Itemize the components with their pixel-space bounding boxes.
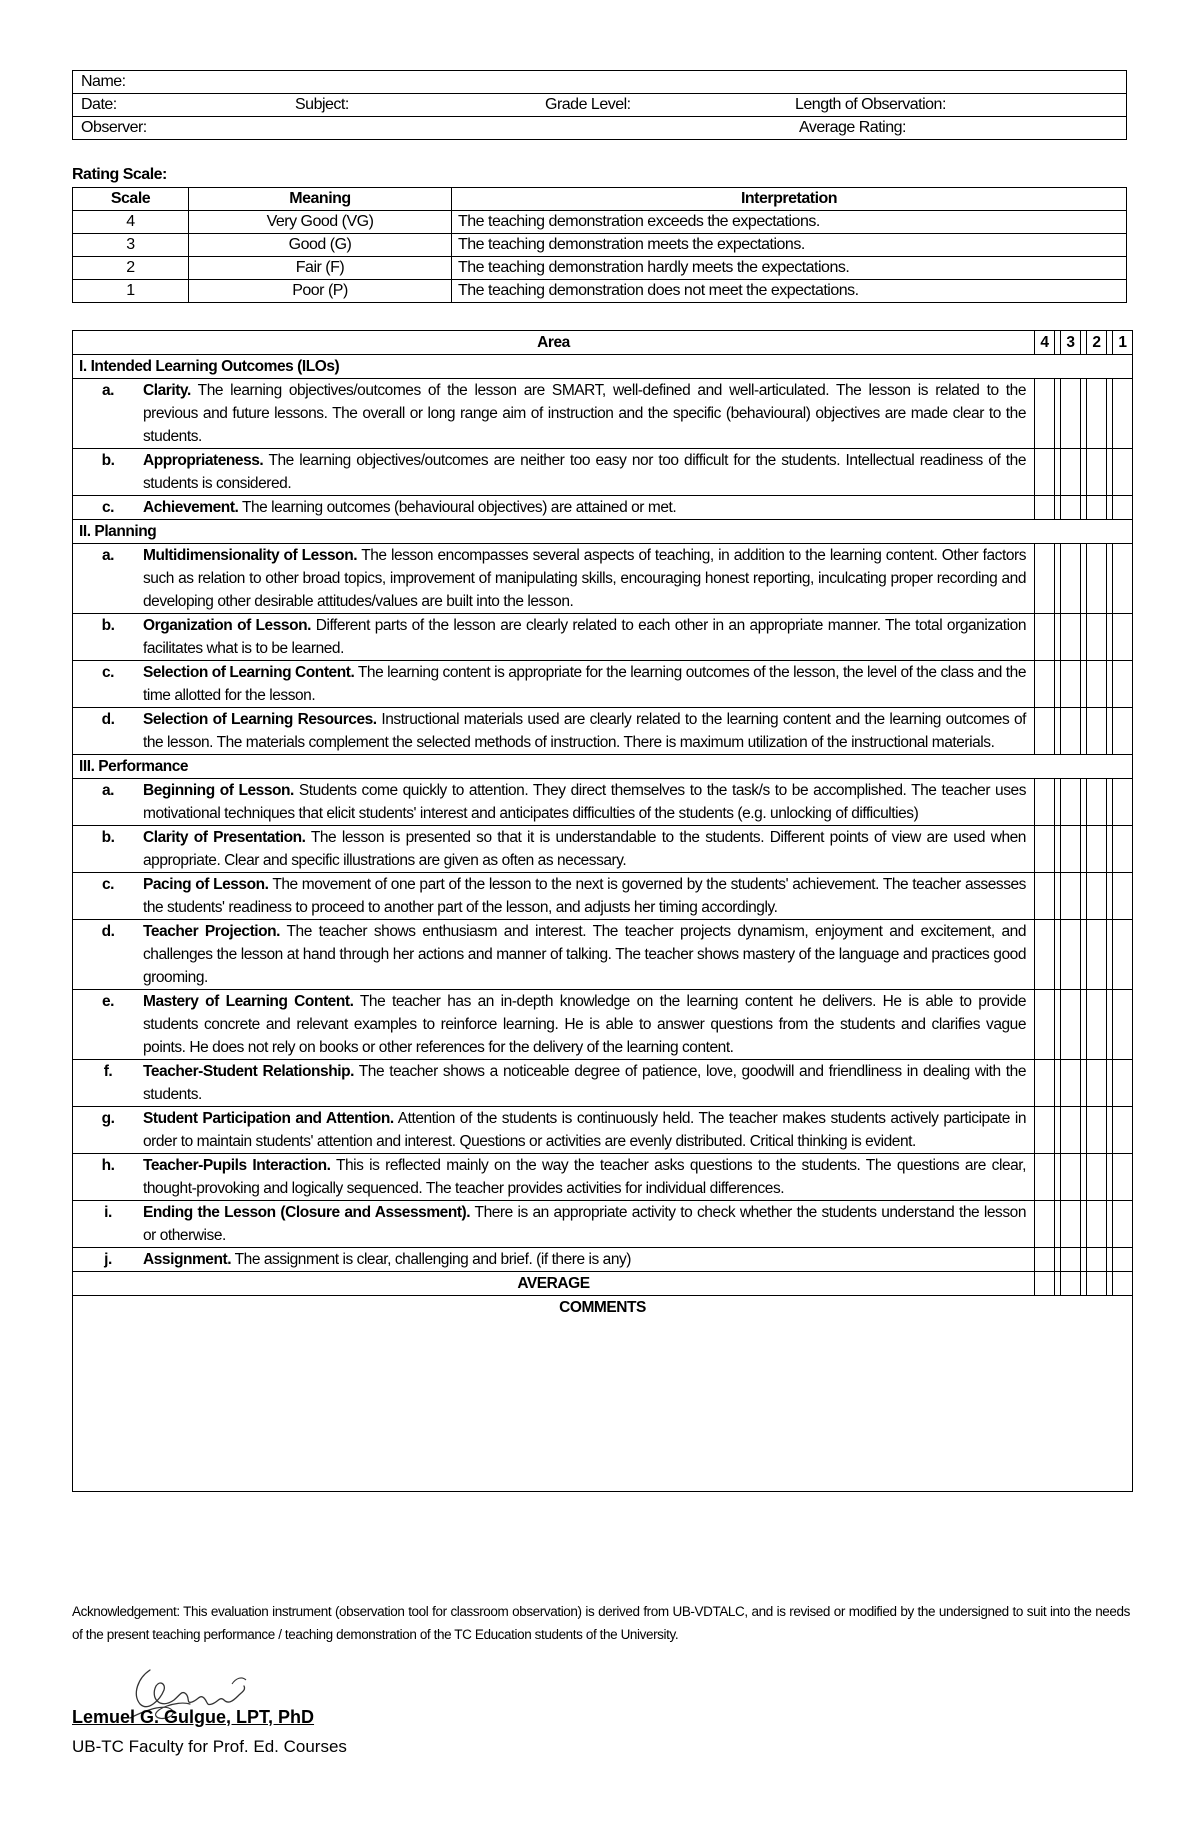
rating-box-2[interactable]	[1087, 496, 1107, 520]
criterion-title: Mastery of Learning Content.	[143, 993, 354, 1010]
criterion-text	[143, 544, 1034, 613]
rating-box-4[interactable]	[1035, 990, 1055, 1060]
criterion-title: Clarity.	[143, 382, 191, 399]
criterion-cell	[73, 990, 1035, 1060]
section-header-row	[73, 755, 1133, 779]
criterion-row	[73, 1107, 1133, 1154]
criterion-title: Teacher-Pupils Interaction.	[143, 1157, 331, 1174]
rating-scale-title: Rating Scale:	[72, 166, 167, 183]
criterion-letter: e.	[101, 993, 115, 1010]
rating-box-3[interactable]	[1061, 990, 1081, 1060]
scale-meaning: Very Good (VG)	[189, 211, 452, 234]
criterion-description: The teacher has an in-depth knowledge on the learning content he delivers. He is able to provide students concrete and relevant examples to reinforce learning. He is able to answer questions from the students and clarifies vague points. He does not rely on books or other references for the delivery of the learning content.	[143, 993, 1026, 1056]
criterion-text	[143, 920, 1034, 989]
rating-box-2[interactable]	[1087, 1201, 1107, 1248]
criterion-text	[143, 1154, 1034, 1200]
criterion-text	[143, 873, 1034, 919]
criterion-title: Ending the Lesson (Closure and Assessment).	[143, 1204, 471, 1221]
name-field[interactable]	[73, 71, 1127, 94]
rating-box-3[interactable]	[1061, 379, 1081, 449]
rating-column-header-3: 3	[1061, 331, 1081, 355]
rating-box-2[interactable]	[1087, 449, 1107, 496]
criterion-text	[143, 1060, 1034, 1106]
signer-title: UB-TC Faculty for Prof. Ed. Courses	[72, 1737, 347, 1756]
criterion-title: Beginning of Lesson.	[143, 782, 294, 799]
grade-level-label: Grade Level:	[545, 96, 631, 113]
date-label: Date:	[81, 96, 117, 113]
criterion-letter: g.	[101, 1110, 115, 1127]
rating-box-2[interactable]	[1087, 379, 1107, 449]
criterion-description: The movement of one part of the lesson to the next is governed by the students' achievement. The teacher assesses the students' readiness to proceed to another part of the lesson, and adjusts her timing accordingly.	[143, 876, 1026, 916]
average-row	[73, 1272, 1133, 1296]
criterion-letter: a.	[101, 547, 115, 564]
section-header-row	[73, 355, 1133, 379]
scale-value: 2	[73, 257, 189, 280]
info-row-observer	[73, 117, 1127, 140]
rating-box-4[interactable]	[1035, 1107, 1055, 1154]
criterion-title: Clarity of Presentation.	[143, 829, 306, 846]
criterion-description: The learning objectives/outcomes are neither too easy nor too difficult for the students. Intellectual readiness of the students is considered.	[143, 452, 1026, 492]
criterion-text	[143, 1201, 1034, 1247]
criterion-letter: i.	[104, 1204, 112, 1221]
criterion-description: Attention of the students is continuously held. The teacher makes students actively participate in order to maintain students' attention and interest. Questions or activities are evenly distributed. Critical thinking is evident.	[143, 1110, 1026, 1150]
area-column-header: Area	[73, 331, 1035, 355]
criterion-row	[73, 544, 1133, 614]
criterion-cell	[73, 708, 1035, 755]
rating-scale-row	[73, 257, 1127, 280]
rating-box-1[interactable]	[1113, 1201, 1133, 1248]
rating-box-2[interactable]	[1087, 1060, 1107, 1107]
criterion-letter: b.	[101, 452, 115, 469]
criterion-text	[143, 379, 1034, 448]
interpretation-column-header: Interpretation	[452, 188, 1127, 211]
criterion-row	[73, 1060, 1133, 1107]
scale-value: 3	[73, 234, 189, 257]
scale-value: 1	[73, 280, 189, 303]
criterion-row	[73, 873, 1133, 920]
average-box-3[interactable]	[1061, 1272, 1081, 1296]
criterion-description: The teacher shows a noticeable degree of patience, love, goodwill and friendliness in dealing with the students.	[143, 1063, 1026, 1103]
rating-box-4[interactable]	[1035, 544, 1055, 614]
criterion-row	[73, 661, 1133, 708]
rating-box-1[interactable]	[1113, 1060, 1133, 1107]
section-title: III. Performance	[73, 755, 1133, 779]
criterion-text	[143, 1248, 1034, 1271]
criterion-letter: d.	[101, 711, 115, 728]
rating-box-3[interactable]	[1061, 1107, 1081, 1154]
rating-box-1[interactable]	[1113, 1248, 1133, 1272]
criterion-row	[73, 379, 1133, 449]
meaning-column-header: Meaning	[189, 188, 452, 211]
criterion-text	[143, 708, 1034, 754]
section-title: II. Planning	[73, 520, 1133, 544]
scale-interpretation: The teaching demonstration does not meet the expectations.	[452, 280, 1127, 303]
signature-image	[120, 1660, 310, 1740]
criterion-cell	[73, 1248, 1035, 1272]
rating-box-1[interactable]	[1113, 661, 1133, 708]
criterion-title: Appropriateness.	[143, 452, 264, 469]
rating-box-1[interactable]	[1113, 449, 1133, 496]
rating-box-3[interactable]	[1061, 873, 1081, 920]
rating-box-4[interactable]	[1035, 379, 1055, 449]
info-row-name	[73, 71, 1127, 94]
criterion-letter: c.	[101, 876, 115, 893]
rating-box-3[interactable]	[1061, 496, 1081, 520]
rating-box-4[interactable]	[1035, 1201, 1055, 1248]
evaluation-header-row	[73, 331, 1133, 355]
rating-box-1[interactable]	[1113, 544, 1133, 614]
rating-box-1[interactable]	[1113, 1154, 1133, 1201]
criterion-title: Achievement.	[143, 499, 239, 516]
criterion-title: Selection of Learning Content.	[143, 664, 355, 681]
criterion-description: The lesson is presented so that it is understandable to the students. Different points of view are used when appropriate. Clear and specific illustrations are given as often as necessary.	[143, 829, 1026, 869]
criterion-cell	[73, 920, 1035, 990]
observer-label: Observer:	[81, 119, 147, 136]
criterion-text	[143, 779, 1034, 825]
rating-scale-header	[73, 188, 1127, 211]
criterion-letter: c.	[101, 499, 115, 516]
criterion-cell	[73, 1201, 1035, 1248]
scale-interpretation: The teaching demonstration exceeds the expectations.	[452, 211, 1127, 234]
criterion-row	[73, 1201, 1133, 1248]
criterion-row	[73, 1248, 1133, 1272]
criterion-text	[143, 614, 1034, 660]
rating-box-2[interactable]	[1087, 920, 1107, 990]
signer-name: Lemuel G. Gulgue, LPT, PhD	[72, 1707, 315, 1727]
rating-box-2[interactable]	[1087, 614, 1107, 661]
criterion-letter: c.	[101, 664, 115, 681]
rating-box-4[interactable]	[1035, 1060, 1055, 1107]
rating-box-4[interactable]	[1035, 1154, 1055, 1201]
criterion-letter: d.	[101, 923, 115, 940]
comments-row	[73, 1296, 1133, 1492]
rating-box-1[interactable]	[1113, 708, 1133, 755]
rating-box-1[interactable]	[1113, 990, 1133, 1060]
criterion-row	[73, 826, 1133, 873]
rating-box-2[interactable]	[1087, 1107, 1107, 1154]
acknowledgement-text: Acknowledgement: This evaluation instrument (observation tool for classroom observation) is derived from UB-VDTALC, and is revised or modified by the undersigned to suit into the needs of the present teaching performance / teaching demonstration of the TC Education students of the University.	[72, 1604, 1130, 1642]
criterion-cell	[73, 379, 1035, 449]
rating-box-1[interactable]	[1113, 1107, 1133, 1154]
average-box-2[interactable]	[1087, 1272, 1107, 1296]
criterion-title: Pacing of Lesson.	[143, 876, 269, 893]
criterion-cell	[73, 449, 1035, 496]
criterion-description: Different parts of the lesson are clearly related to each other in an appropriate manner. The total organization facilitates what is to be learned.	[143, 617, 1026, 657]
rating-scale-table	[72, 187, 1127, 303]
name-label: Name:	[81, 73, 126, 90]
rating-box-3[interactable]	[1061, 544, 1081, 614]
rating-box-4[interactable]	[1035, 826, 1055, 873]
rating-box-3[interactable]	[1061, 826, 1081, 873]
criterion-cell	[73, 614, 1035, 661]
rating-box-1[interactable]	[1113, 873, 1133, 920]
criterion-title: Student Participation and Attention.	[143, 1110, 394, 1127]
info-row-details	[73, 94, 1127, 117]
criterion-row	[73, 920, 1133, 990]
criterion-row	[73, 990, 1133, 1060]
rating-box-1[interactable]	[1113, 826, 1133, 873]
criterion-title: Organization of Lesson.	[143, 617, 311, 634]
average-label: AVERAGE	[73, 1272, 1035, 1296]
rating-column-header-1: 1	[1113, 331, 1133, 355]
criterion-cell	[73, 544, 1035, 614]
scale-interpretation: The teaching demonstration meets the expectations.	[452, 234, 1127, 257]
rating-box-1[interactable]	[1113, 779, 1133, 826]
rating-box-3[interactable]	[1061, 708, 1081, 755]
average-rating-label: Average Rating:	[799, 119, 906, 136]
rating-box-4[interactable]	[1035, 614, 1055, 661]
criterion-description: The learning content is appropriate for the learning outcomes of the lesson, the level of the class and the time allotted for the lesson.	[143, 664, 1026, 704]
criterion-cell	[73, 1154, 1035, 1201]
rating-box-3[interactable]	[1061, 1201, 1081, 1248]
scale-interpretation: The teaching demonstration hardly meets the expectations.	[452, 257, 1127, 280]
criterion-description: There is an appropriate activity to check whether the students understand the lesson or otherwise.	[143, 1204, 1026, 1244]
comments-area[interactable]	[73, 1296, 1133, 1492]
section-header-row	[73, 520, 1133, 544]
rating-box-2[interactable]	[1087, 990, 1107, 1060]
average-box-4[interactable]	[1035, 1272, 1055, 1296]
criterion-text	[143, 990, 1034, 1059]
criterion-letter: b.	[101, 829, 115, 846]
rating-box-4[interactable]	[1035, 661, 1055, 708]
criterion-text	[143, 449, 1034, 495]
criterion-letter: a.	[101, 382, 115, 399]
criterion-row	[73, 1154, 1133, 1201]
criterion-title: Teacher-Student Relationship.	[143, 1063, 354, 1080]
evaluation-table	[72, 330, 1133, 1492]
criterion-description: The teacher shows enthusiasm and interest. The teacher projects dynamism, enjoyment and excitement, and challenges the lesson at hand through her actions and manner of talking. The teacher shows mastery of the language and practices good grooming.	[143, 923, 1027, 986]
rating-scale-row	[73, 211, 1127, 234]
criterion-title: Assignment.	[143, 1251, 232, 1268]
scale-value: 4	[73, 211, 189, 234]
rating-box-4[interactable]	[1035, 873, 1055, 920]
rating-box-3[interactable]	[1061, 1154, 1081, 1201]
criterion-description: Students come quickly to attention. They direct themselves to the task/s to be accomplished. The teacher uses motivational techniques that elicit students' interest and anticipates difficulties of the students (e.g. unlocking of difficulties)	[143, 782, 1026, 822]
rating-box-4[interactable]	[1035, 920, 1055, 990]
scale-meaning: Good (G)	[189, 234, 452, 257]
criterion-row	[73, 449, 1133, 496]
criterion-row	[73, 708, 1133, 755]
criterion-description: The learning outcomes (behavioural objectives) are attained or met.	[238, 499, 677, 516]
scale-meaning: Fair (F)	[189, 257, 452, 280]
rating-scale-row	[73, 280, 1127, 303]
criterion-letter: h.	[101, 1157, 115, 1174]
criterion-title: Teacher Projection.	[143, 923, 281, 940]
criterion-description: Instructional materials used are clearly related to the learning content and the learning outcomes of the lesson. The materials complement the selected methods of instruction. There is maximum utilization of the instructional materials.	[143, 711, 1026, 751]
criterion-letter: f.	[103, 1063, 113, 1080]
criterion-cell	[73, 496, 1035, 520]
rating-box-3[interactable]	[1061, 1060, 1081, 1107]
criterion-text	[143, 826, 1034, 872]
criterion-cell	[73, 1107, 1035, 1154]
criterion-cell	[73, 779, 1035, 826]
subject-label: Subject:	[295, 96, 349, 113]
scale-meaning: Poor (P)	[189, 280, 452, 303]
rating-box-3[interactable]	[1061, 920, 1081, 990]
rating-scale-row	[73, 234, 1127, 257]
criterion-cell	[73, 1060, 1035, 1107]
length-of-observation-label: Length of Observation:	[795, 96, 946, 113]
rating-box-4[interactable]	[1035, 708, 1055, 755]
rating-box-1[interactable]	[1113, 496, 1133, 520]
criterion-text	[143, 1107, 1034, 1153]
criterion-text	[143, 661, 1034, 707]
criterion-letter: j.	[104, 1251, 112, 1268]
rating-box-2[interactable]	[1087, 544, 1107, 614]
criterion-row	[73, 779, 1133, 826]
criterion-title: Selection of Learning Resources.	[143, 711, 377, 728]
rating-box-2[interactable]	[1087, 779, 1107, 826]
rating-box-3[interactable]	[1061, 779, 1081, 826]
rating-box-4[interactable]	[1035, 779, 1055, 826]
rating-column-header-4: 4	[1035, 331, 1055, 355]
rating-box-4[interactable]	[1035, 1248, 1055, 1272]
comments-label: COMMENTS	[559, 1299, 646, 1316]
rating-box-1[interactable]	[1113, 379, 1133, 449]
rating-box-1[interactable]	[1113, 920, 1133, 990]
criterion-title: Multidimensionality of Lesson.	[143, 547, 358, 564]
criterion-description: This is reflected mainly on the way the teacher asks questions to the students. The questions are clear, thought-provoking and logically sequenced. The teacher provides activities for individual differences.	[143, 1157, 1026, 1197]
rating-box-2[interactable]	[1087, 1248, 1107, 1272]
criterion-letter: a.	[101, 782, 115, 799]
criterion-letter: b.	[101, 617, 115, 634]
observation-info-table	[72, 70, 1127, 140]
rating-box-3[interactable]	[1061, 449, 1081, 496]
rating-box-3[interactable]	[1061, 614, 1081, 661]
scale-column-header: Scale	[73, 188, 189, 211]
rating-box-2[interactable]	[1087, 826, 1107, 873]
rating-box-1[interactable]	[1113, 614, 1133, 661]
criterion-cell	[73, 873, 1035, 920]
criterion-cell	[73, 826, 1035, 873]
criterion-description: The lesson encompasses several aspects of teaching, in addition to the learning content. Other factors such as relation to other broad topics, improvement of manipulating skills, encouraging honest reporting, inculcating proper recording and developing other desirable attitudes/values are built into the lesson.	[143, 547, 1027, 610]
criterion-row	[73, 496, 1133, 520]
criterion-text	[143, 496, 1034, 519]
rating-box-4[interactable]	[1035, 449, 1055, 496]
rating-box-2[interactable]	[1087, 873, 1107, 920]
rating-box-4[interactable]	[1035, 496, 1055, 520]
criterion-description: The assignment is clear, challenging and brief. (if there is any)	[231, 1251, 632, 1268]
evaluation-table-body	[73, 331, 1133, 1492]
criterion-row	[73, 614, 1133, 661]
rating-box-3[interactable]	[1061, 661, 1081, 708]
rating-box-2[interactable]	[1087, 708, 1107, 755]
rating-box-3[interactable]	[1061, 1248, 1081, 1272]
criterion-cell	[73, 661, 1035, 708]
rating-box-2[interactable]	[1087, 1154, 1107, 1201]
section-title: I. Intended Learning Outcomes (ILOs)	[73, 355, 1133, 379]
average-box-1[interactable]	[1113, 1272, 1133, 1296]
criterion-description: The learning objectives/outcomes of the lesson are SMART, well-defined and well-articulated. The lesson is related to the previous and future lessons. The overall or long range aim of instruction and the specific (behavioural) objectives are made clear to the students.	[143, 382, 1026, 445]
rating-box-2[interactable]	[1087, 661, 1107, 708]
rating-column-header-2: 2	[1087, 331, 1107, 355]
